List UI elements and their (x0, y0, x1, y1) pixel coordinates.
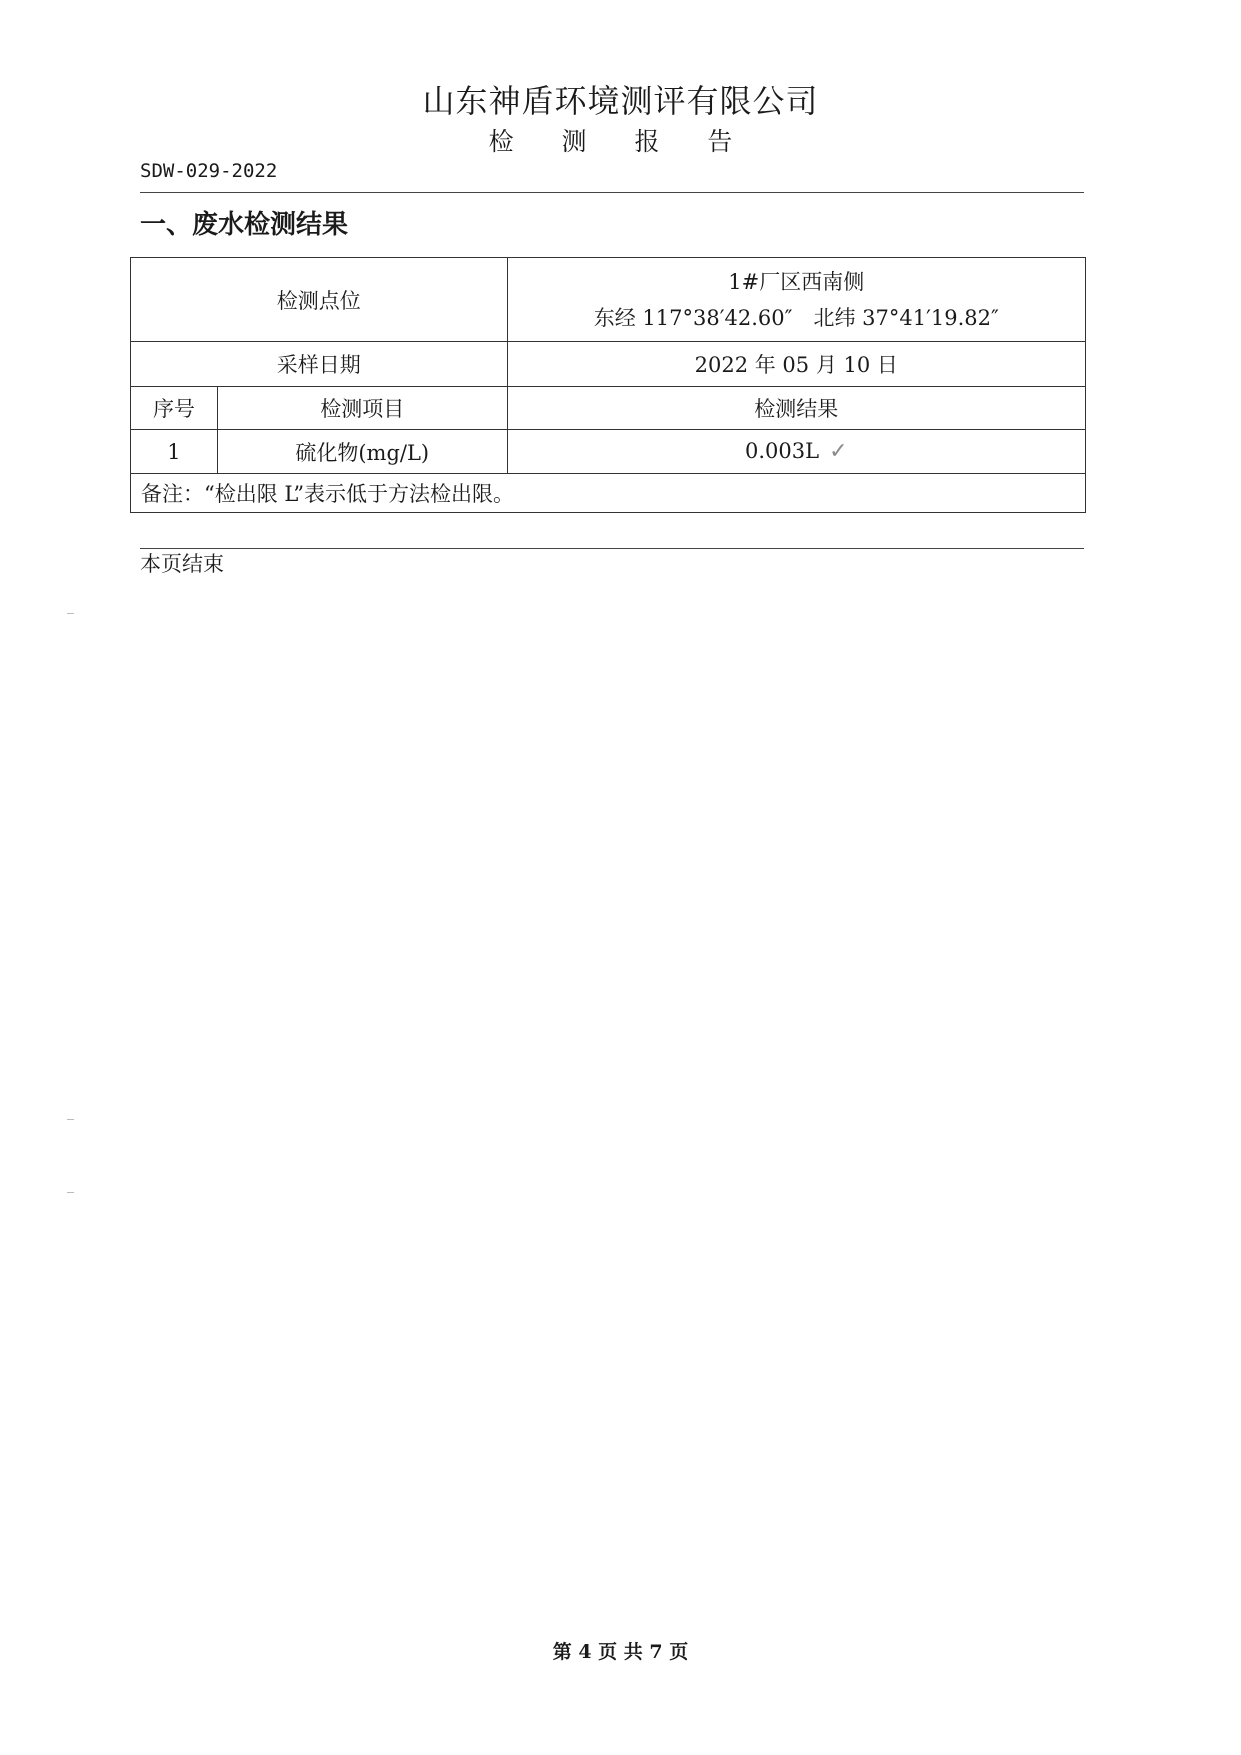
page-number: 第 4 页 共 7 页 (552, 1641, 689, 1663)
site-name: 1#厂区西南侧 (728, 269, 865, 294)
report-number: SDW-029-2022 (140, 160, 278, 182)
date-row (131, 342, 1086, 387)
row-seq: 1 (131, 430, 218, 474)
table-header-row (131, 387, 1086, 430)
company-name: 山东神盾环境测评有限公司 (422, 82, 819, 120)
results-table (130, 257, 1086, 513)
site-label: 检测点位 (131, 258, 508, 342)
header-item: 检测项目 (217, 387, 507, 430)
note-row (131, 474, 1086, 513)
site-value-cell (507, 258, 1085, 342)
row-result-cell (507, 430, 1085, 474)
scan-mark (67, 1192, 74, 1193)
header-result: 检测结果 (507, 387, 1085, 430)
site-row (131, 258, 1086, 342)
row-item: 硫化物(mg/L) (217, 430, 507, 474)
scan-mark (67, 1119, 74, 1120)
row-result: 0.003L (745, 439, 820, 463)
section-title: 一、废水检测结果 (140, 210, 349, 240)
header-rule (140, 192, 1084, 193)
report-title: 检 测 报 告 (488, 127, 753, 156)
table-row (131, 430, 1086, 474)
check-mark-icon: ✓ (829, 439, 848, 464)
end-rule (140, 548, 1084, 549)
header-seq: 序号 (131, 387, 218, 430)
table-note: 备注：“检出限 L”表示低于方法检出限。 (131, 474, 1086, 513)
date-label: 采样日期 (131, 342, 508, 387)
date-value: 2022 年 05 月 10 日 (507, 342, 1085, 387)
site-coordinates: 东经 117°38′42.60″ 北纬 37°41′19.82″ (593, 305, 999, 330)
scan-mark (67, 613, 74, 614)
page-end-text: 本页结束 (140, 552, 224, 576)
